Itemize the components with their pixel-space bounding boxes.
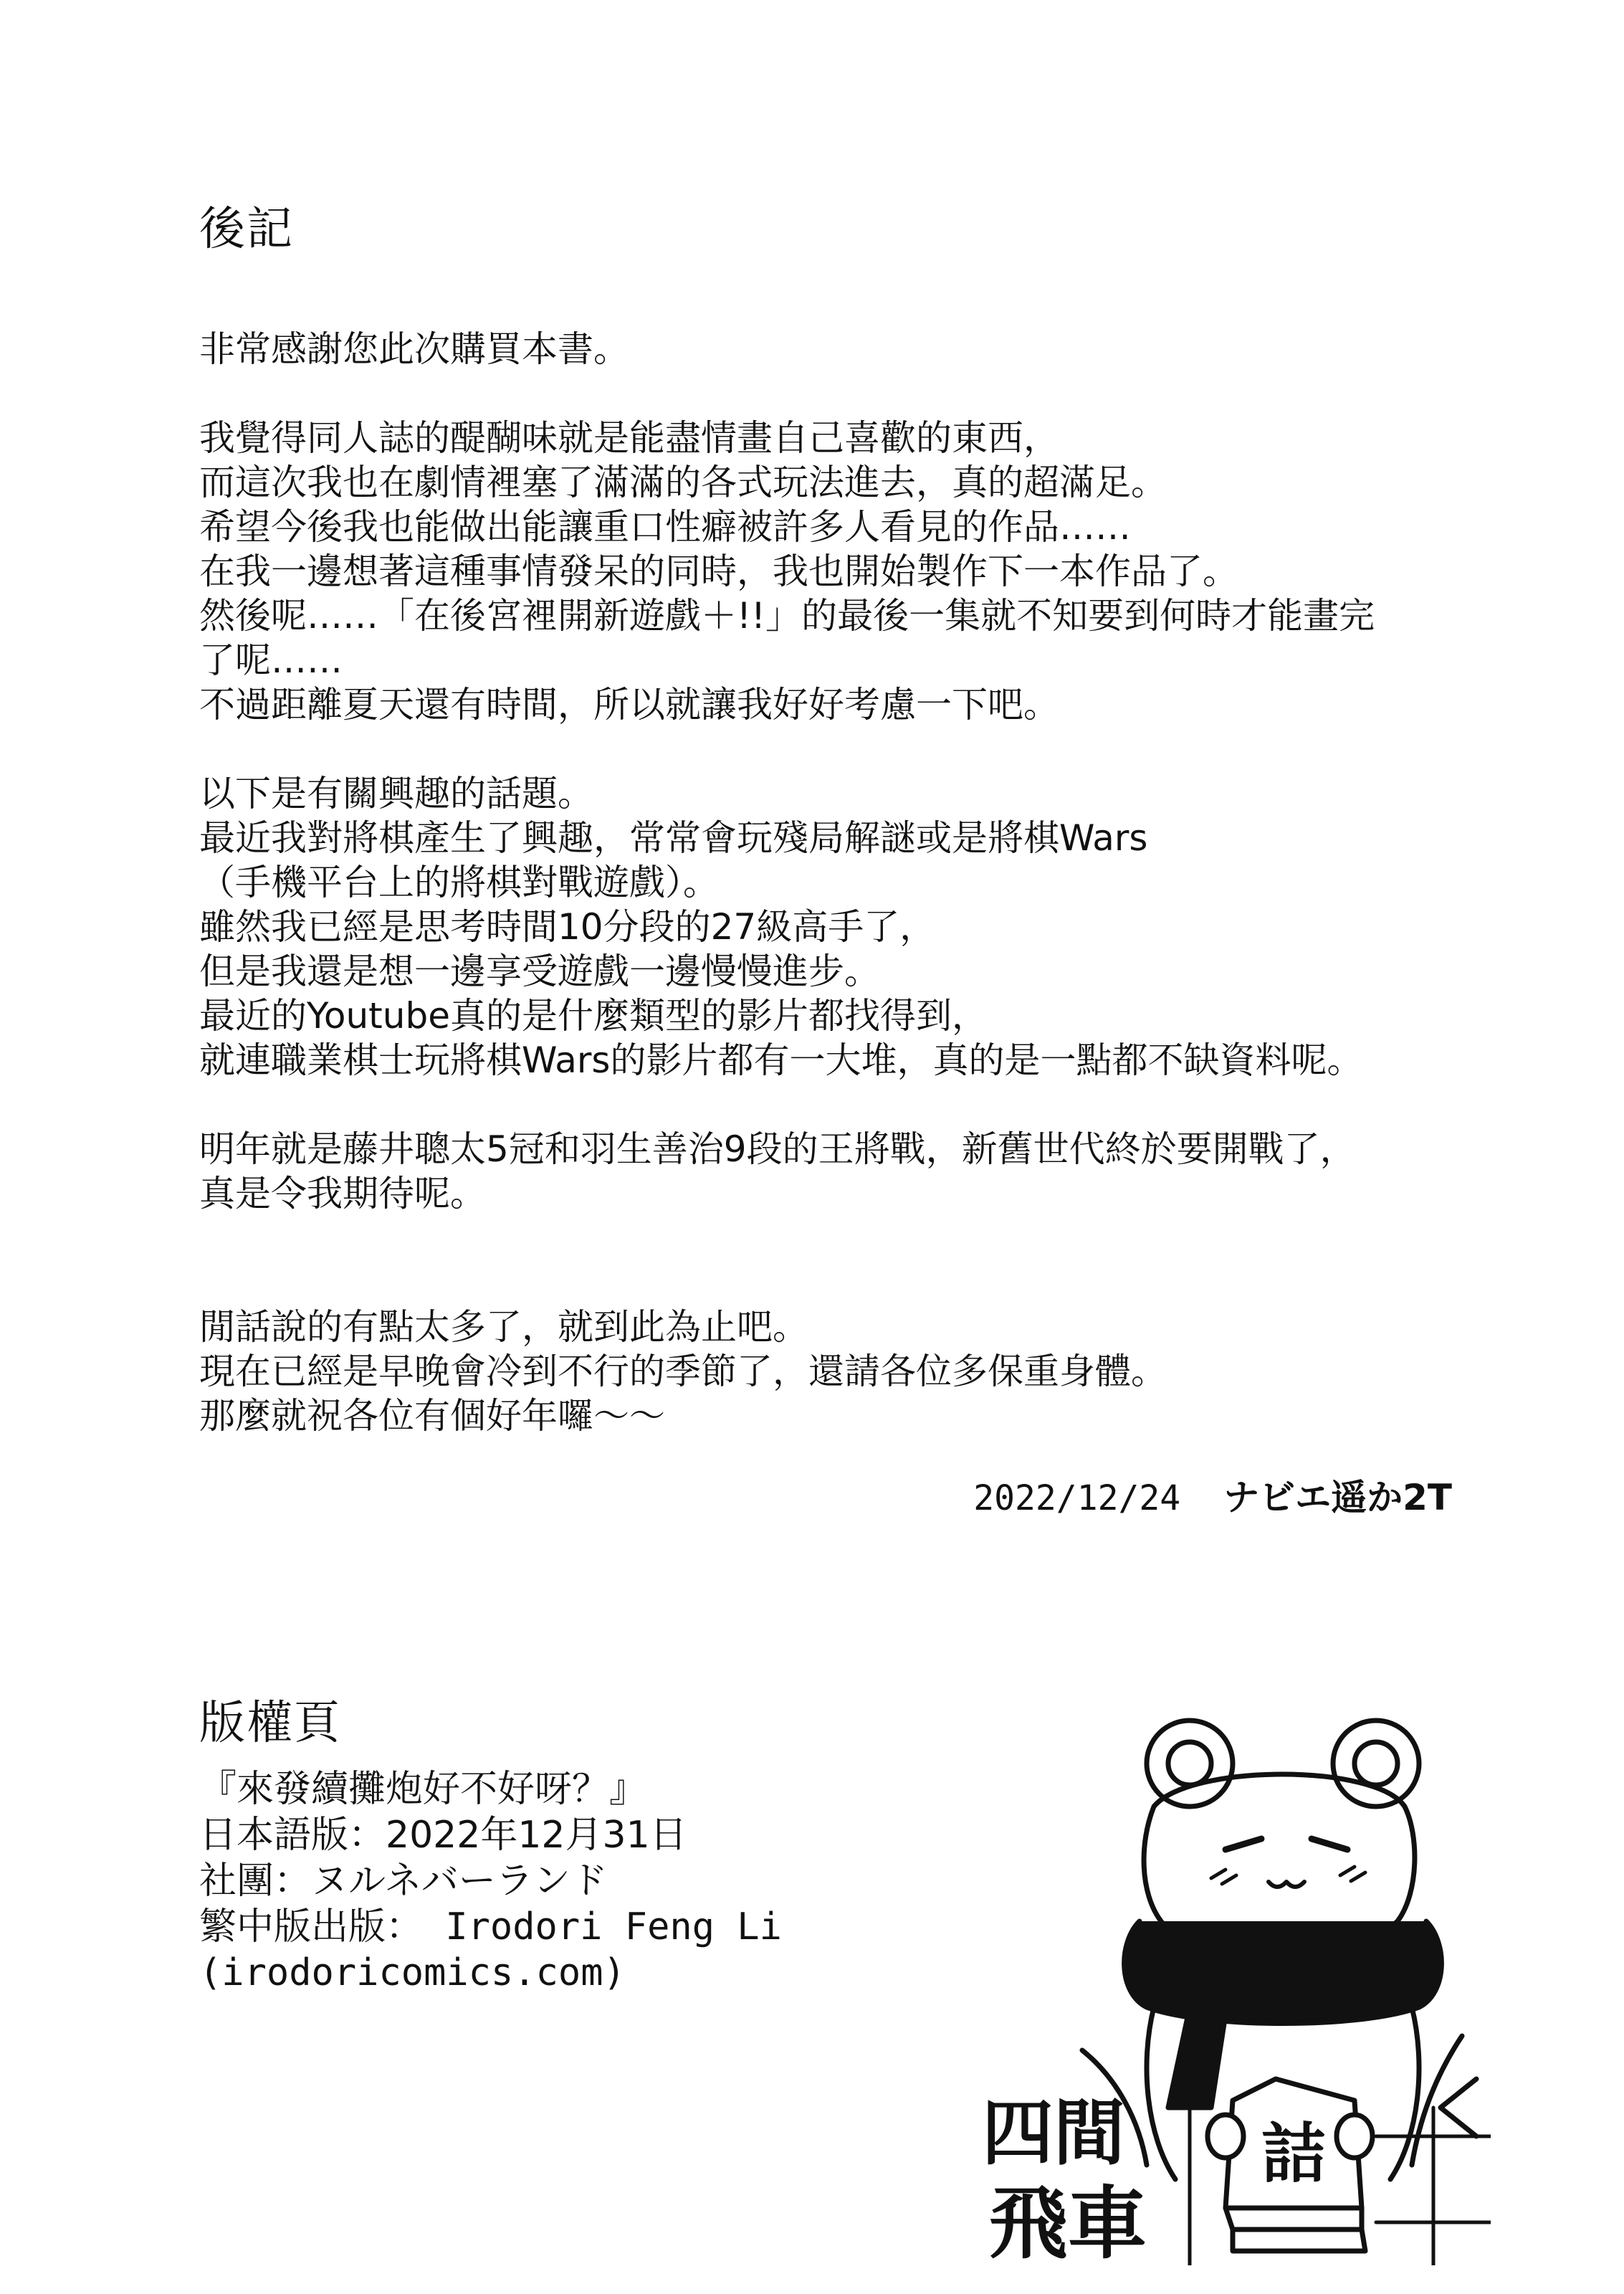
copyright-heading: 版權頁	[199, 1697, 341, 1750]
afterword-line: 不過距離夏天還有時間，所以就讓我好好考慮一下吧。	[199, 684, 1059, 725]
afterword-line: 以下是有關興趣的話題。	[199, 773, 593, 814]
afterword-line: 但是我還是想一邊享受遊戲一邊慢慢進步。	[199, 951, 880, 992]
afterword-line: 明年就是藤井聰太5冠和羽生善治9段的王將戰，新舊世代終於要開戰了，	[199, 1128, 1356, 1170]
jp-edition-date: 日本語版：2022年12月31日	[199, 1814, 687, 1857]
afterword-line: 那麼就祝各位有個好年囉～～	[199, 1395, 665, 1437]
illustration-caption-line1: 四間	[982, 2091, 1125, 2175]
afterword-line: （手機平台上的將棋對戰遊戲）。	[199, 862, 719, 903]
signature	[973, 1475, 1452, 1520]
afterword-line: 希望今後我也能做出能讓重口性癖被許多人看見的作品……	[199, 506, 1131, 548]
afterword-heading: 後記	[199, 203, 294, 256]
afterword-body	[199, 327, 1461, 1438]
afterword-line: 我覺得同人誌的醍醐味就是能盡情畫自己喜歡的東西，	[199, 417, 1059, 459]
afterword-line: 在我一邊想著這種事情發呆的同時，我也開始製作下一本作品了。	[199, 551, 1238, 592]
afterword-line: 了呢……	[199, 639, 343, 681]
afterword-date: 2022/12/24	[973, 1478, 1181, 1518]
afterword-line: 閒話說的有點太多了，就到此為止吧。	[199, 1306, 808, 1348]
publisher-name: Irodori Feng Li	[423, 1905, 782, 1948]
circle-name: 社團：ヌルネバーランド	[199, 1860, 608, 1903]
afterword-line: 就連職業棋士玩將棋Wars的影片都有一大堆，真的是一點都不缺資料呢。	[199, 1039, 1363, 1081]
publisher-label: 繁中版出版：	[199, 1905, 424, 1948]
afterword-line: 最近我對將棋產生了興趣，常常會玩殘局解謎或是將棋Wars	[199, 817, 1148, 859]
afterword-line: 真是令我期待呢。	[199, 1173, 486, 1214]
afterword-line: 雖然我已經是思考時間10分段的27級高手了，	[199, 906, 936, 948]
publisher-website: (irodoricomics.com)	[199, 1951, 626, 1994]
afterword-line: 現在已經是早晚會冷到不行的季節了，還請各位多保重身體。	[199, 1351, 1167, 1392]
book-title: 『來發續攤炮好不好呀？』	[199, 1768, 647, 1811]
afterword-line: 非常感謝您此次購買本書。	[199, 328, 629, 370]
afterword-line: 然後呢……「在後宮裡開新遊戲＋!!」的最後一集就不知要到何時才能畫完	[199, 595, 1375, 637]
afterword-line: 最近的Youtube真的是什麼類型的影片都找得到，	[199, 995, 988, 1037]
afterword-author: ナビエ遥か2T	[1223, 1477, 1452, 1518]
afterword-line: 而這次我也在劇情裡塞了滿滿的各式玩法進去，真的超滿足。	[199, 462, 1167, 503]
bear-with-shogi-piece-icon	[975, 1706, 1491, 2265]
shogi-piece-text: 詰	[1261, 2116, 1326, 2191]
illustration-caption-line2: 飛車	[989, 2178, 1147, 2265]
